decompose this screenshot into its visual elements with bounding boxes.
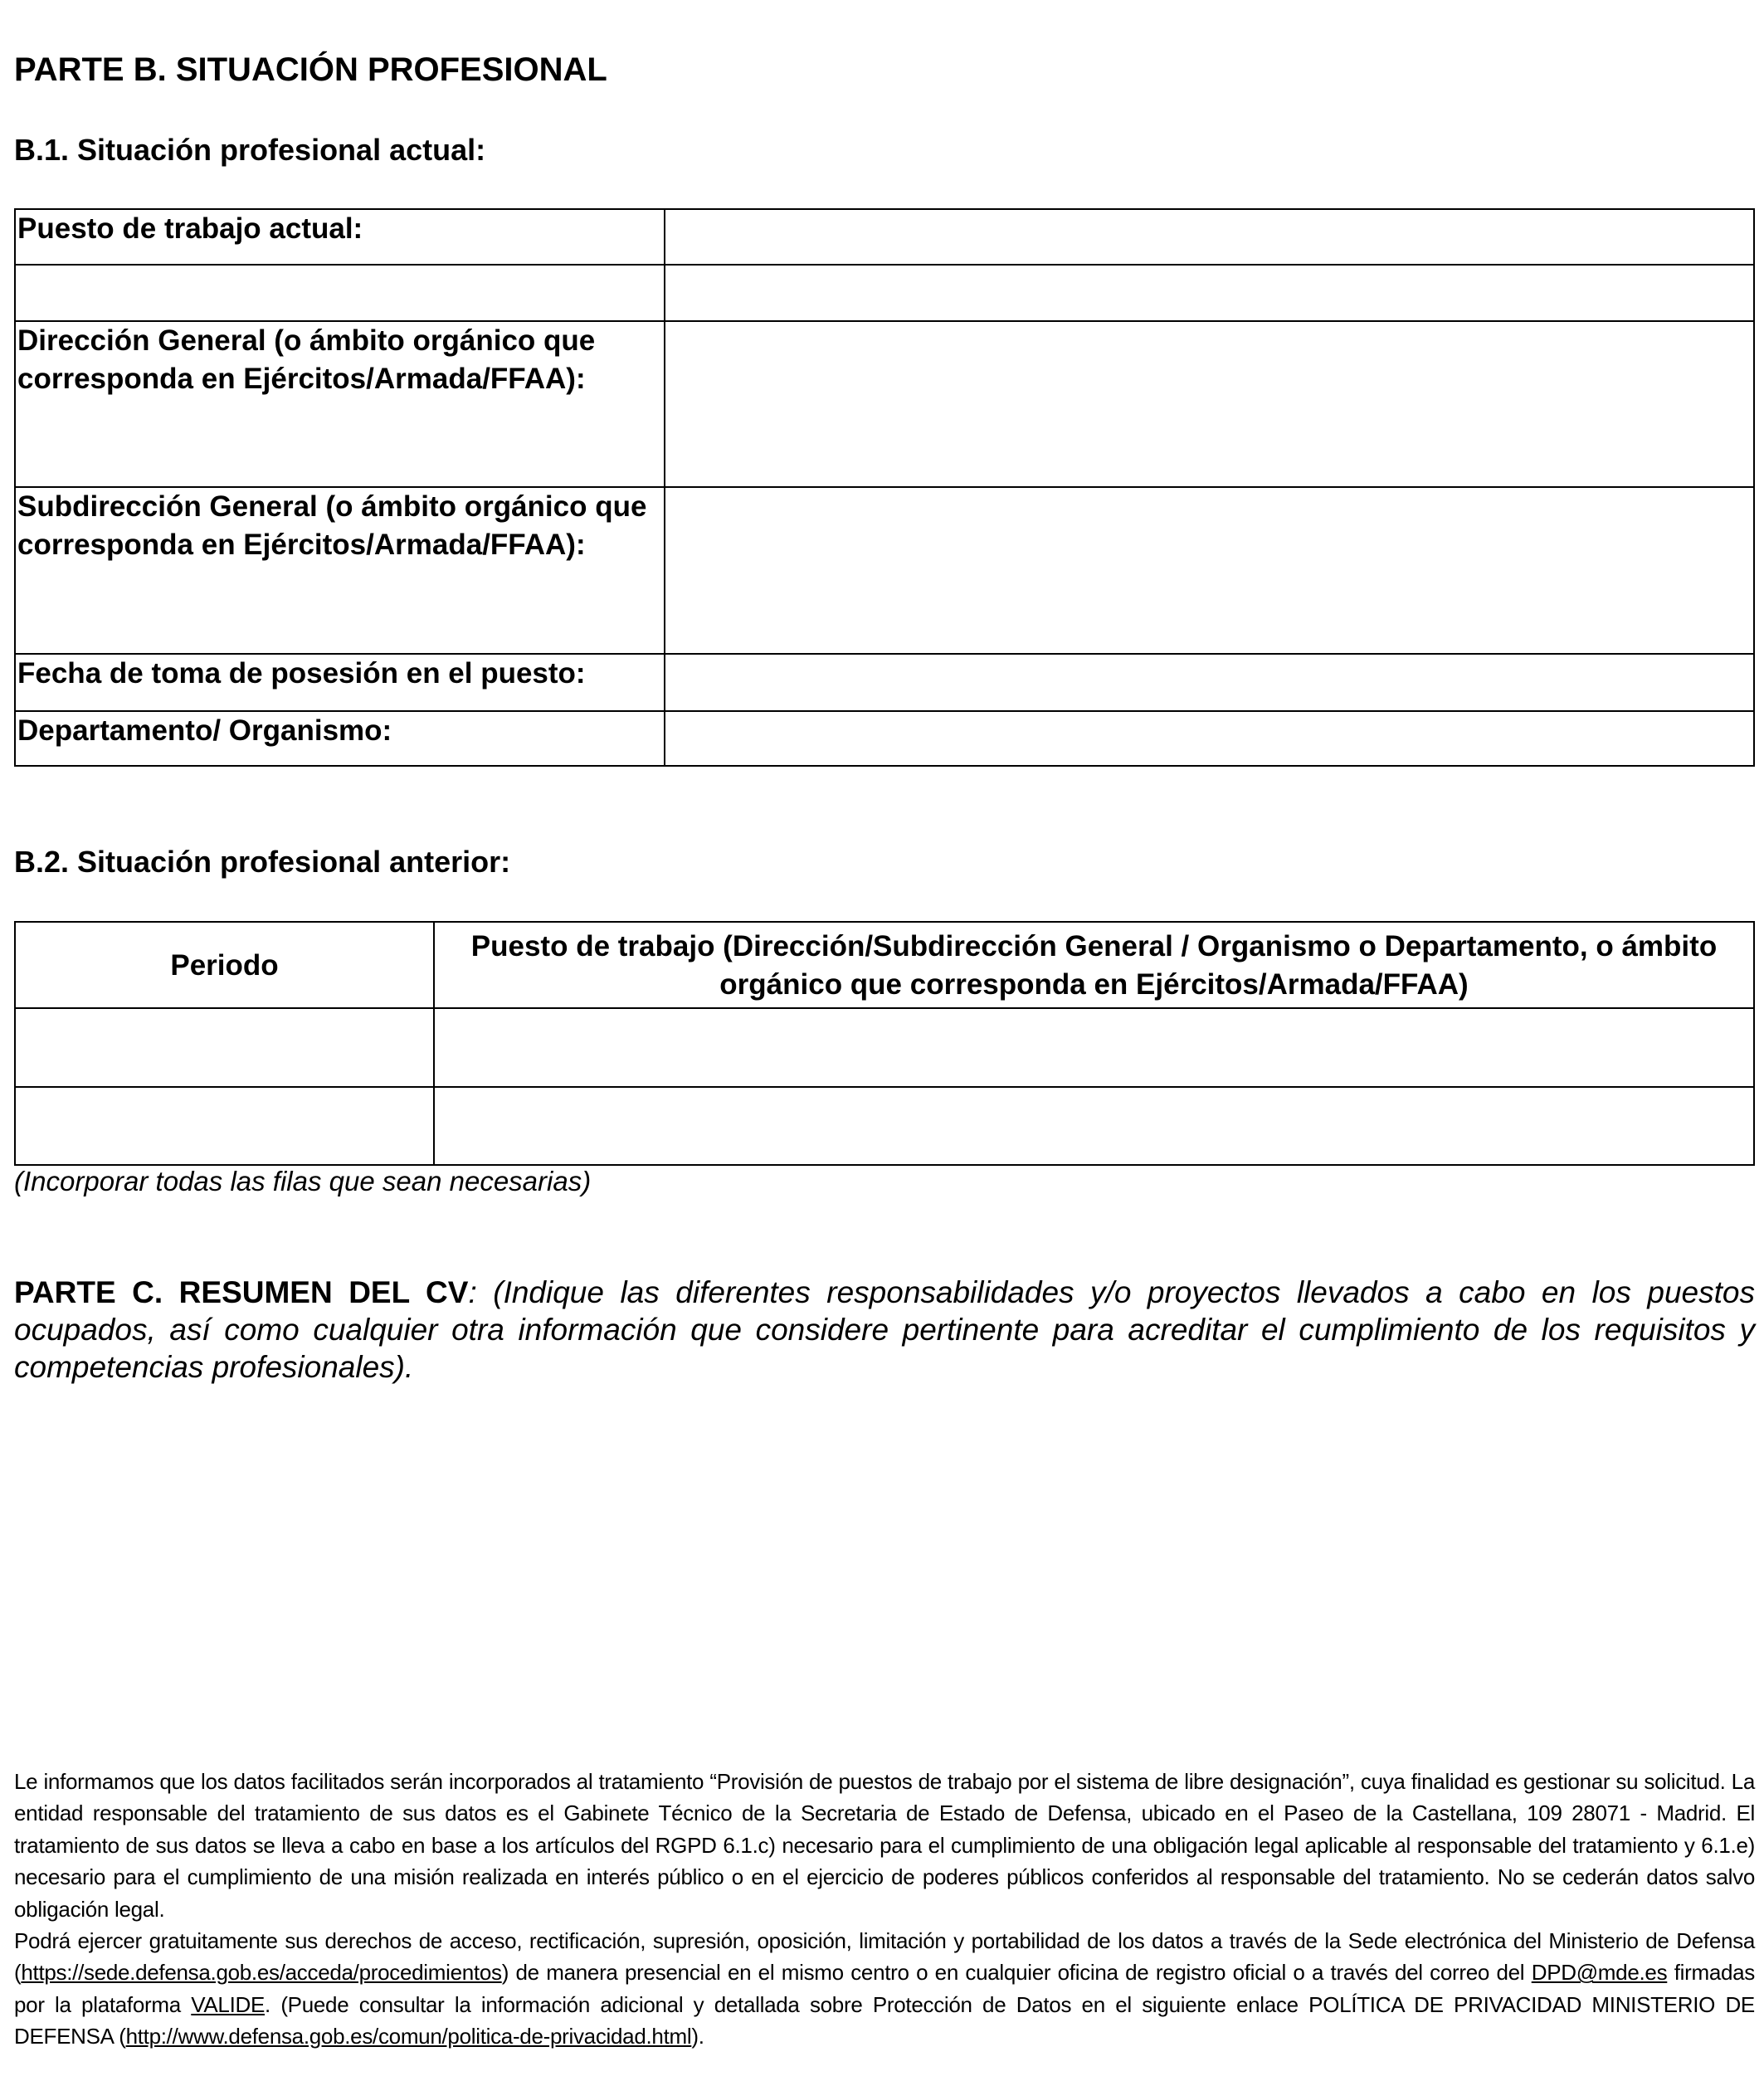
text: . (Puede consultar la información adicional y detallada sobre Protección de Datos en el siguiente enlace POLÍTICA DE PRIVACIDAD MINISTERIO DE DEFENSA ( — [14, 1991, 1755, 2049]
label-cell: Puesto de trabajo actual: — [15, 209, 665, 265]
table-header-row — [15, 922, 1754, 1008]
label-cell: Subdirección General (o ámbito orgánico que corresponda en Ejércitos/Armada/FFAA): — [15, 487, 665, 654]
text: ). — [691, 2024, 704, 2049]
period-field[interactable] — [15, 1087, 434, 1165]
table-row — [15, 209, 1754, 265]
table-row — [15, 487, 1754, 654]
previous-positions-table — [14, 921, 1755, 1166]
directorate-general-field[interactable] — [665, 321, 1754, 487]
privacy-paragraph-2 — [14, 1925, 1755, 2053]
text: Podrá ejercer gratuitamente sus derechos de acceso, rectificación, supresión, oposición, limitación y portabilidad de los datos a través de la Sede electrónica del Ministerio de Defensa ( — [14, 1928, 1755, 1986]
start-date-field[interactable] — [665, 654, 1754, 711]
part-b-title: PARTE B. SITUACIÓN PROFESIONAL — [14, 51, 607, 88]
label-cell: Fecha de toma de posesión en el puesto: — [15, 654, 665, 711]
part-c-instructions: : (Indique las diferentes responsabilidades y/o proyectos llevados a cabo en los puestos ocupados, así como cualquier otra información que considere pertinente para acreditar el cumplimiento de los requisitos y competencias profesionales). — [14, 1275, 1755, 1384]
text: ) de manera presencial en el mismo centro o en cualquier oficina de registro oficial o a través del correo del — [501, 1960, 1532, 1986]
table-note: (Incorporar todas las filas que sean necesarias) — [14, 1166, 592, 1196]
part-c-section — [14, 1274, 1755, 1386]
label-cell — [15, 265, 665, 321]
label-cell: Dirección General (o ámbito orgánico que corresponda en Ejércitos/Armada/FFAA): — [15, 321, 665, 487]
current-position-field[interactable] — [665, 209, 1754, 265]
table-row — [15, 1087, 1754, 1165]
text: firmadas por la plataforma — [14, 1960, 1755, 2017]
email-link[interactable]: DPD@mde.es — [1531, 1960, 1668, 1986]
valide-link[interactable]: VALIDE — [191, 1991, 266, 2017]
label-cell: Departamento/ Organismo: — [15, 711, 665, 766]
position-header: Puesto de trabajo (Dirección/Subdirección General / Organismo o Departamento, o ámbito orgánico que corresponda en Ejércitos/Armada/FFAA) — [434, 922, 1754, 1008]
part-c-title: PARTE C. RESUMEN DEL CV — [14, 1275, 469, 1309]
table-row — [15, 1008, 1754, 1087]
privacy-policy-link[interactable]: http://www.defensa.gob.es/comun/politica-de-privacidad.html — [125, 2024, 692, 2049]
department-field[interactable] — [665, 711, 1754, 766]
sede-link[interactable]: https://sede.defensa.gob.es/acceda/procedimientos — [21, 1960, 502, 1986]
privacy-paragraph-1: Le informamos que los datos facilitados serán incorporados al tratamiento “Provisión de puestos de trabajo por el sistema de libre designación”, cuya finalidad es gestionar su solicitud. La entidad responsable del tratamiento de sus datos es el Gabinete Técnico de la Secretaria de Estado de Defensa, ubicado en el Paseo de la Castellana, 109 28071 - Madrid. El tratamiento de sus datos se lleva a cabo en base a los artículos del RGPD 6.1.c) necesario para el cumplimiento de una obligación legal aplicable al responsable del tratamiento y 6.1.e) necesario para el cumplimiento de una misión realizada en interés público o en el ejercicio de poderes públicos conferidos al responsable del tratamiento. No se cederán datos salvo obligación legal. — [14, 1769, 1755, 1922]
period-field[interactable] — [15, 1008, 434, 1087]
value-field[interactable] — [665, 265, 1754, 321]
b1-heading: B.1. Situación profesional actual: — [14, 133, 486, 167]
table-row — [15, 654, 1754, 711]
table-row — [15, 321, 1754, 487]
table-row — [15, 711, 1754, 766]
position-field[interactable] — [434, 1087, 1754, 1165]
table-row — [15, 265, 1754, 321]
period-header: Periodo — [15, 922, 434, 1008]
subdirectorate-general-field[interactable] — [665, 487, 1754, 654]
position-field[interactable] — [434, 1008, 1754, 1087]
privacy-notice — [14, 1766, 1755, 2053]
b2-heading: B.2. Situación profesional anterior: — [14, 845, 511, 879]
current-position-table — [14, 208, 1755, 767]
